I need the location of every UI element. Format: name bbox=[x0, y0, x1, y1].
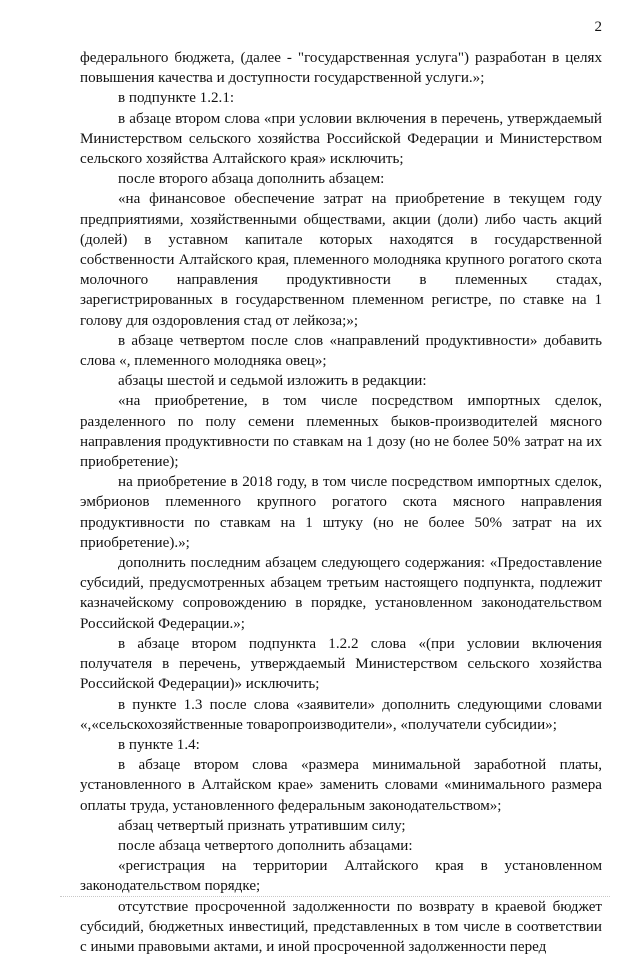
paragraph: в подпункте 1.2.1: bbox=[118, 90, 235, 107]
scan-edge-artifact bbox=[60, 896, 610, 899]
paragraph: в абзаце втором подпункта 1.2.2 слова «(при условии включения получателя в перечень, утверждаемый Министерством сельского хозяйства Российской Федерации)» исключить; bbox=[80, 635, 602, 693]
paragraph: «на приобретение, в том числе посредством импортных сделок, разделенного по полу семени племенных быков-производителей мясного направления продуктивности по ставкам на 1 дозу (но не более 50% затрат на их приобретение); bbox=[80, 393, 602, 471]
paragraph: в абзаце четвертом после слов «направлений продуктивности» добавить слова «, племенного молодняка овец»; bbox=[80, 332, 602, 370]
paragraph: абзац четвертый признать утратившим силу; bbox=[118, 817, 406, 834]
paragraph: в пункте 1.3 после слова «заявители» дополнить следующими словами «,«сельскохозяйственные товаропроизводители», «получатели субсидии»; bbox=[80, 696, 602, 733]
paragraph: в абзаце втором слова «при условии включения в перечень, утверждаемый Министерством сельского хозяйства Российской Федерации и Министерством сельского хозяйства Алтайского края» исключить; bbox=[80, 110, 602, 168]
paragraph: отсутствие просроченной задолженности по возврату в краевой бюджет субсидий, бюджетных инвестиций, представленных в том числе в соответствии с иными правовыми актами, и иной просроченной задолженности перед bbox=[80, 898, 602, 955]
paragraph: в пункте 1.4: bbox=[118, 736, 200, 753]
paragraph: после второго абзаца дополнить абзацем: bbox=[118, 171, 385, 188]
document-body bbox=[80, 48, 602, 957]
page-number: 2 bbox=[594, 19, 602, 35]
paragraph: в абзаце втором слова «размера минимальной заработной платы, установленного в Алтайском крае» заменить словами «минимального размера оплаты труда, установленного федеральным законодательством»; bbox=[80, 757, 602, 814]
paragraph: после абзаца четвертого дополнить абзацами: bbox=[118, 837, 413, 854]
paragraph: абзацы шестой и седьмой изложить в редакции: bbox=[118, 373, 427, 390]
paragraph: на приобретение в 2018 году, в том числе посредством импортных сделок, эмбрионов племенного крупного рогатого скота мясного направления продуктивности по ставкам на 1 штуку (но не более 50% затрат на их приобретение).»; bbox=[80, 474, 602, 551]
paragraph: «регистрация на территории Алтайского края в установленном законодательством порядке; bbox=[80, 858, 602, 895]
paragraph: федерального бюджета, (далее - "государственная услуга") разработан в целях повышения качества и доступности государственной услуги.»; bbox=[80, 50, 602, 87]
paragraph: «на финансовое обеспечение затрат на приобретение в текущем году предприятиями, хозяйственными обществами, акции (доли) либо часть акций (долей) в уставном капитале которых находятся в государственной собственности Алтайского края, племенного молодняка крупного рогатого скота молочного направления продуктивности в племенных стадах, зарегистрированных в государственном племенном регистре, по ставке на 1 голову для оздоровления стад от лейкоза;»; bbox=[80, 191, 602, 329]
paragraph: дополнить последним абзацем следующего содержания: «Предоставление субсидий, предусмотренных абзацем третьим настоящего подпункта, подлежит казначейскому сопровождению в порядке, установленном законодательством Российской Федерации.»; bbox=[80, 555, 602, 632]
